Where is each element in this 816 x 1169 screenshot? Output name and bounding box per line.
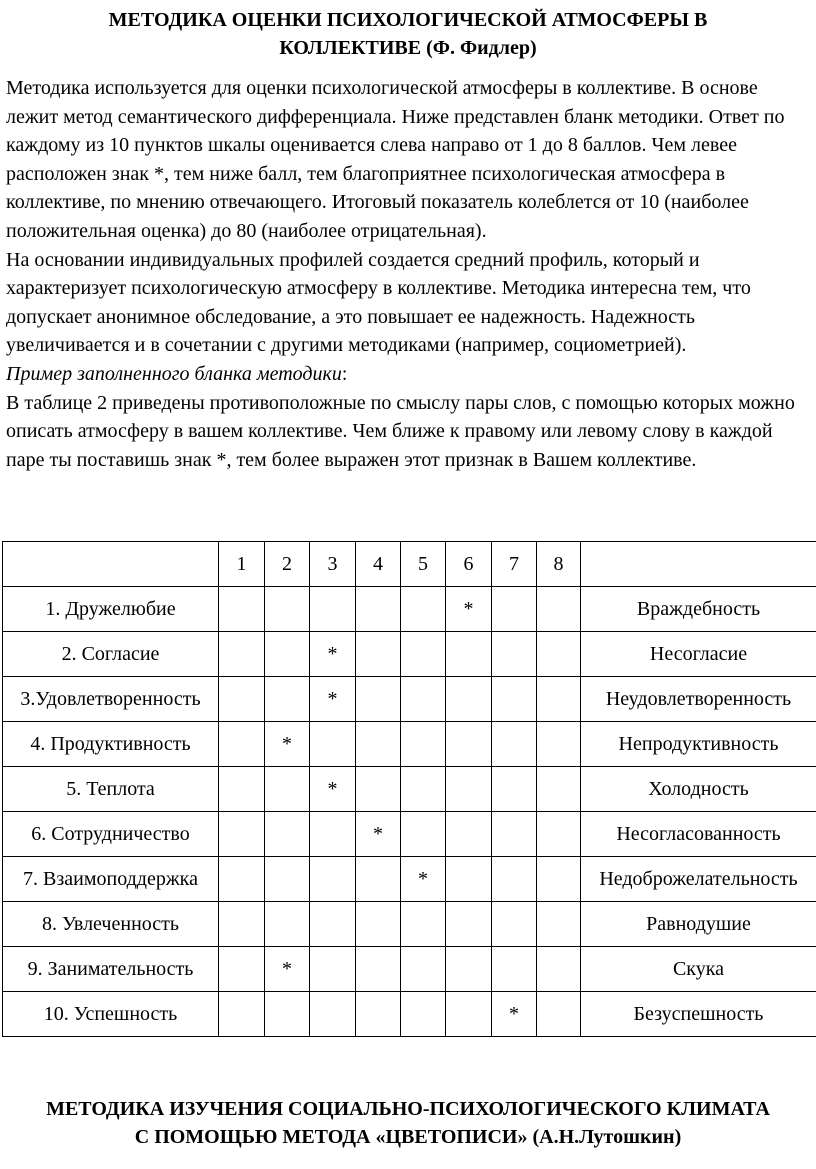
scale-cell-1 <box>219 677 265 722</box>
example-caption-colon: : <box>341 362 348 385</box>
scale-cell-7 <box>492 632 537 677</box>
table-row <box>3 947 816 992</box>
scale-cell-1 <box>219 722 265 767</box>
positive-quality-cell: 3.Удовлетворенность <box>3 677 219 722</box>
positive-quality-cell: 4. Продуктивность <box>3 722 219 767</box>
scale-header-1: 1 <box>219 542 265 587</box>
scale-cell-6 <box>446 992 492 1037</box>
negative-quality-cell: Враждебность <box>581 587 816 632</box>
scale-header-5: 5 <box>401 542 446 587</box>
table-row <box>3 812 816 857</box>
scale-cell-5 <box>401 902 446 947</box>
scale-cell-8 <box>537 587 581 632</box>
scale-cell-6 <box>446 902 492 947</box>
scale-cell-7 <box>492 587 537 632</box>
scale-cell-1 <box>219 857 265 902</box>
scale-cell-8 <box>537 947 581 992</box>
positive-quality-cell: 7. Взаимоподдержка <box>3 857 219 902</box>
scale-cell-3 <box>310 722 356 767</box>
scale-cell-1 <box>219 587 265 632</box>
scale-cell-2 <box>265 677 310 722</box>
scale-cell-1 <box>219 992 265 1037</box>
scale-cell-5 <box>401 812 446 857</box>
rating-table-body <box>3 542 816 1037</box>
scale-cell-2 <box>265 767 310 812</box>
scale-cell-8 <box>537 632 581 677</box>
paragraph-profile: На основании индивидуальных профилей создается средний профиль, который и характеризует психологическую атмосферу в коллективе. Методика интересна тем, что допускает анонимное обследование, а это повышает ее надежность. Надежность увеличивается и в сочетании с другими методиками (например, социометрией). <box>6 248 751 357</box>
positive-quality-cell: 2. Согласие <box>3 632 219 677</box>
next-section-title <box>0 1095 816 1151</box>
selected-mark: * <box>265 722 310 767</box>
scale-cell-7 <box>492 947 537 992</box>
paragraph-example-caption <box>6 360 812 389</box>
scale-cell-6 <box>446 632 492 677</box>
scale-cell-2 <box>265 857 310 902</box>
scale-cell-1 <box>219 947 265 992</box>
scale-cell-5 <box>401 587 446 632</box>
positive-quality-cell: 6. Сотрудничество <box>3 812 219 857</box>
scale-cell-8 <box>537 767 581 812</box>
negative-quality-cell: Несогласованность <box>581 812 816 857</box>
scale-cell-1 <box>219 812 265 857</box>
scale-cell-6 <box>446 767 492 812</box>
negative-quality-cell: Непродуктивность <box>581 722 816 767</box>
scale-cell-5 <box>401 632 446 677</box>
scale-cell-8 <box>537 857 581 902</box>
scale-cell-3 <box>310 857 356 902</box>
scale-cell-6 <box>446 677 492 722</box>
document-title <box>0 6 816 62</box>
scale-cell-4 <box>356 947 401 992</box>
header-empty-left <box>3 542 219 587</box>
scale-cell-7 <box>492 812 537 857</box>
positive-quality-cell: 5. Теплота <box>3 767 219 812</box>
scale-header-7: 7 <box>492 542 537 587</box>
selected-mark: * <box>356 812 401 857</box>
scale-cell-6 <box>446 722 492 767</box>
positive-quality-cell: 1. Дружелюбие <box>3 587 219 632</box>
scale-cell-6 <box>446 857 492 902</box>
scale-cell-7 <box>492 767 537 812</box>
positive-quality-cell: 9. Занимательность <box>3 947 219 992</box>
scale-cell-7 <box>492 857 537 902</box>
scale-cell-7 <box>492 677 537 722</box>
scale-cell-8 <box>537 812 581 857</box>
scale-cell-4 <box>356 587 401 632</box>
scale-cell-2 <box>265 992 310 1037</box>
scale-cell-5 <box>401 992 446 1037</box>
scale-cell-5 <box>401 677 446 722</box>
table-row <box>3 992 816 1037</box>
scale-cell-5 <box>401 767 446 812</box>
scale-cell-3 <box>310 587 356 632</box>
next-section-title-line-1: МЕТОДИКА ИЗУЧЕНИЯ СОЦИАЛЬНО-ПСИХОЛОГИЧЕСКОГО КЛИМАТА <box>46 1098 770 1120</box>
selected-mark: * <box>310 677 356 722</box>
scale-cell-6 <box>446 812 492 857</box>
scale-cell-1 <box>219 632 265 677</box>
selected-mark: * <box>401 857 446 902</box>
scale-cell-8 <box>537 902 581 947</box>
scale-cell-4 <box>356 722 401 767</box>
scale-cell-1 <box>219 902 265 947</box>
scale-cell-1 <box>219 767 265 812</box>
scale-cell-7 <box>492 902 537 947</box>
selected-mark: * <box>446 587 492 632</box>
negative-quality-cell: Безуспешность <box>581 992 816 1037</box>
table-row <box>3 857 816 902</box>
scale-cell-2 <box>265 587 310 632</box>
scale-cell-2 <box>265 812 310 857</box>
document-body <box>6 74 812 474</box>
negative-quality-cell: Неудовлетворенность <box>581 677 816 722</box>
scale-header-6: 6 <box>446 542 492 587</box>
positive-quality-cell: 10. Успешность <box>3 992 219 1037</box>
scale-cell-4 <box>356 767 401 812</box>
selected-mark: * <box>310 632 356 677</box>
scale-cell-4 <box>356 677 401 722</box>
table-row <box>3 722 816 767</box>
selected-mark: * <box>310 767 356 812</box>
header-empty-right <box>581 542 816 587</box>
title-line-2: КОЛЛЕКТИВЕ (Ф. Фидлер) <box>279 37 537 59</box>
table-row <box>3 632 816 677</box>
table-row <box>3 767 816 812</box>
negative-quality-cell: Недоброжелательность <box>581 857 816 902</box>
selected-mark: * <box>492 992 537 1037</box>
table-row <box>3 677 816 722</box>
example-caption-italic: Пример заполненного бланка методики <box>6 362 342 385</box>
scale-cell-8 <box>537 722 581 767</box>
scale-cell-3 <box>310 992 356 1037</box>
negative-quality-cell: Несогласие <box>581 632 816 677</box>
scale-cell-5 <box>401 722 446 767</box>
negative-quality-cell: Холодность <box>581 767 816 812</box>
scale-header-8: 8 <box>537 542 581 587</box>
positive-quality-cell: 8. Увлеченность <box>3 902 219 947</box>
next-section-title-line-2: С ПОМОЩЬЮ МЕТОДА «ЦВЕТОПИСИ» (А.Н.Лутошкин) <box>134 1126 682 1148</box>
table-header-row <box>3 542 816 587</box>
scale-header-3: 3 <box>310 542 356 587</box>
scale-cell-4 <box>356 902 401 947</box>
scale-header-2: 2 <box>265 542 310 587</box>
scale-cell-2 <box>265 632 310 677</box>
scale-cell-7 <box>492 722 537 767</box>
scale-cell-6 <box>446 947 492 992</box>
negative-quality-cell: Равнодушие <box>581 902 816 947</box>
scale-cell-3 <box>310 812 356 857</box>
scale-header-4: 4 <box>356 542 401 587</box>
scale-cell-8 <box>537 677 581 722</box>
paragraph-description: Методика используется для оценки психологической атмосферы в коллективе. В основе лежит метод семантического дифференциала. Ниже представлен бланк методики. Ответ по каждому из 10 пунктов шкалы оценивается слева направо от 1 до 8 баллов. Чем левее расположен знак *, тем ниже балл, тем благоприятнее психологическая атмосфера в коллективе, по мнению отвечающего. Итоговый показатель колеблется от 10 (наиболее положительная оценка) до 80 (наиболее отрицательная). <box>6 77 785 242</box>
title-line-1: МЕТОДИКА ОЦЕНКИ ПСИХОЛОГИЧЕСКОЙ АТМОСФЕРЫ В <box>108 9 708 31</box>
scale-cell-5 <box>401 947 446 992</box>
scale-cell-3 <box>310 947 356 992</box>
negative-quality-cell: Скука <box>581 947 816 992</box>
paragraph-instructions: В таблице 2 приведены противоположные по смыслу пары слов, с помощью которых можно описать атмосферу в вашем коллективе. Чем ближе к правому или левому слову в каждой паре ты поставишь знак *, тем более выражен этот признак в Вашем коллективе. <box>6 391 795 471</box>
scale-cell-4 <box>356 632 401 677</box>
table-row <box>3 902 816 947</box>
rating-table <box>2 541 816 1037</box>
selected-mark: * <box>265 947 310 992</box>
scale-cell-4 <box>356 992 401 1037</box>
scale-cell-4 <box>356 857 401 902</box>
scale-cell-2 <box>265 902 310 947</box>
table-row <box>3 587 816 632</box>
scale-cell-8 <box>537 992 581 1037</box>
scale-cell-3 <box>310 902 356 947</box>
